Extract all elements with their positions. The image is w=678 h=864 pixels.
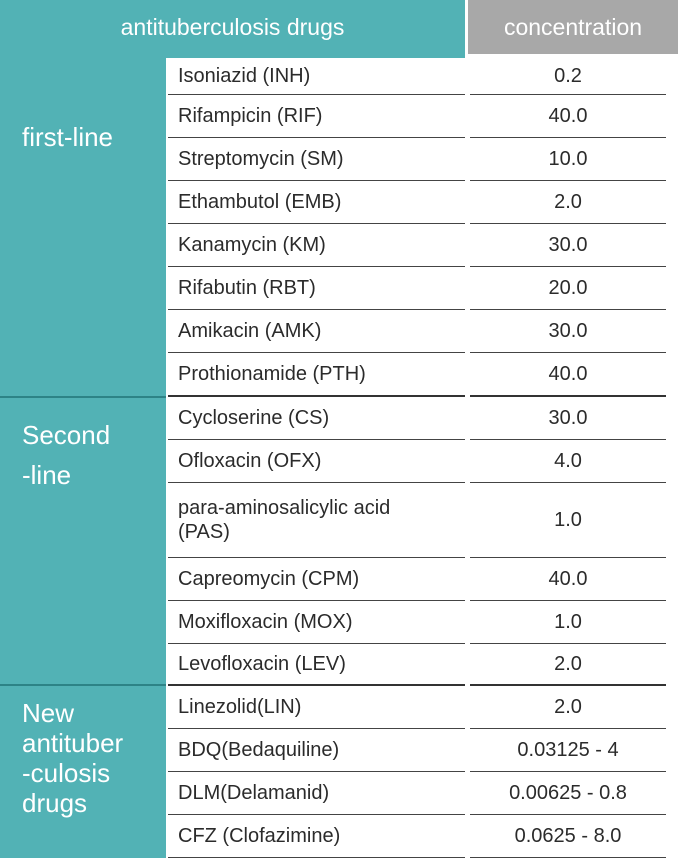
header-concentration [468,0,678,54]
header-concentration-label: concentration [503,13,643,40]
category-label: New [22,698,75,728]
table-row-concentration: 2.0 [470,644,666,686]
table-row-concentration: 0.2 [470,58,666,95]
table-row-drug: Streptomycin (SM) [168,138,465,181]
category-second-line [0,398,166,684]
table-row-drug: para-aminosalicylic acid (PAS) [168,483,465,558]
category-label: antituber [22,728,124,758]
table-row-concentration: 2.0 [470,686,666,729]
table-row-concentration: 40.0 [470,558,666,601]
table-row-concentration: 40.0 [470,353,666,397]
table-row-concentration: 30.0 [470,397,666,440]
table-row-drug: Levofloxacin (LEV) [168,644,465,686]
table-row-concentration: 10.0 [470,138,666,181]
category-label: drugs [22,788,88,818]
table-row-drug: Rifampicin (RIF) [168,95,465,138]
table-row-drug: Isoniazid (INH) [168,58,465,95]
table-row-concentration: 4.0 [470,440,666,483]
category-label: Second [22,420,111,450]
table-row-drug: CFZ (Clofazimine) [168,815,465,858]
table-row-concentration: 30.0 [470,224,666,267]
table-row-drug: Cycloserine (CS) [168,397,465,440]
table-row-concentration: 0.0625 - 8.0 [470,815,666,858]
table-row-concentration: 0.03125 - 4 [470,729,666,772]
table-row-drug: Ofloxacin (OFX) [168,440,465,483]
category-label: first-line [22,122,114,152]
table-row-drug: Prothionamide (PTH) [168,353,465,397]
header-drugs-label: antituberculosis drugs [120,13,345,40]
category-first-line [0,58,166,396]
table-row-concentration: 30.0 [470,310,666,353]
category-label: -line [22,460,72,490]
category-new-drugs [0,686,166,858]
table-row-drug: Capreomycin (CPM) [168,558,465,601]
table-row-drug: Linezolid(LIN) [168,686,465,729]
table-row-concentration: 1.0 [470,601,666,644]
table-row-drug: Moxifloxacin (MOX) [168,601,465,644]
table-row-concentration: 20.0 [470,267,666,310]
table-row-concentration: 0.00625 - 0.8 [470,772,666,815]
table-row-drug: Rifabutin (RBT) [168,267,465,310]
header-drugs [0,0,465,54]
table-row-drug: Amikacin (AMK) [168,310,465,353]
category-label: -culosis [22,758,111,788]
table-row-concentration: 1.0 [470,483,666,558]
table-row-concentration: 40.0 [470,95,666,138]
table-row-drug: BDQ(Bedaquiline) [168,729,465,772]
table-row-drug: Ethambutol (EMB) [168,181,465,224]
table-row-drug: Kanamycin (KM) [168,224,465,267]
table-row-concentration: 2.0 [470,181,666,224]
table-row-drug: DLM(Delamanid) [168,772,465,815]
